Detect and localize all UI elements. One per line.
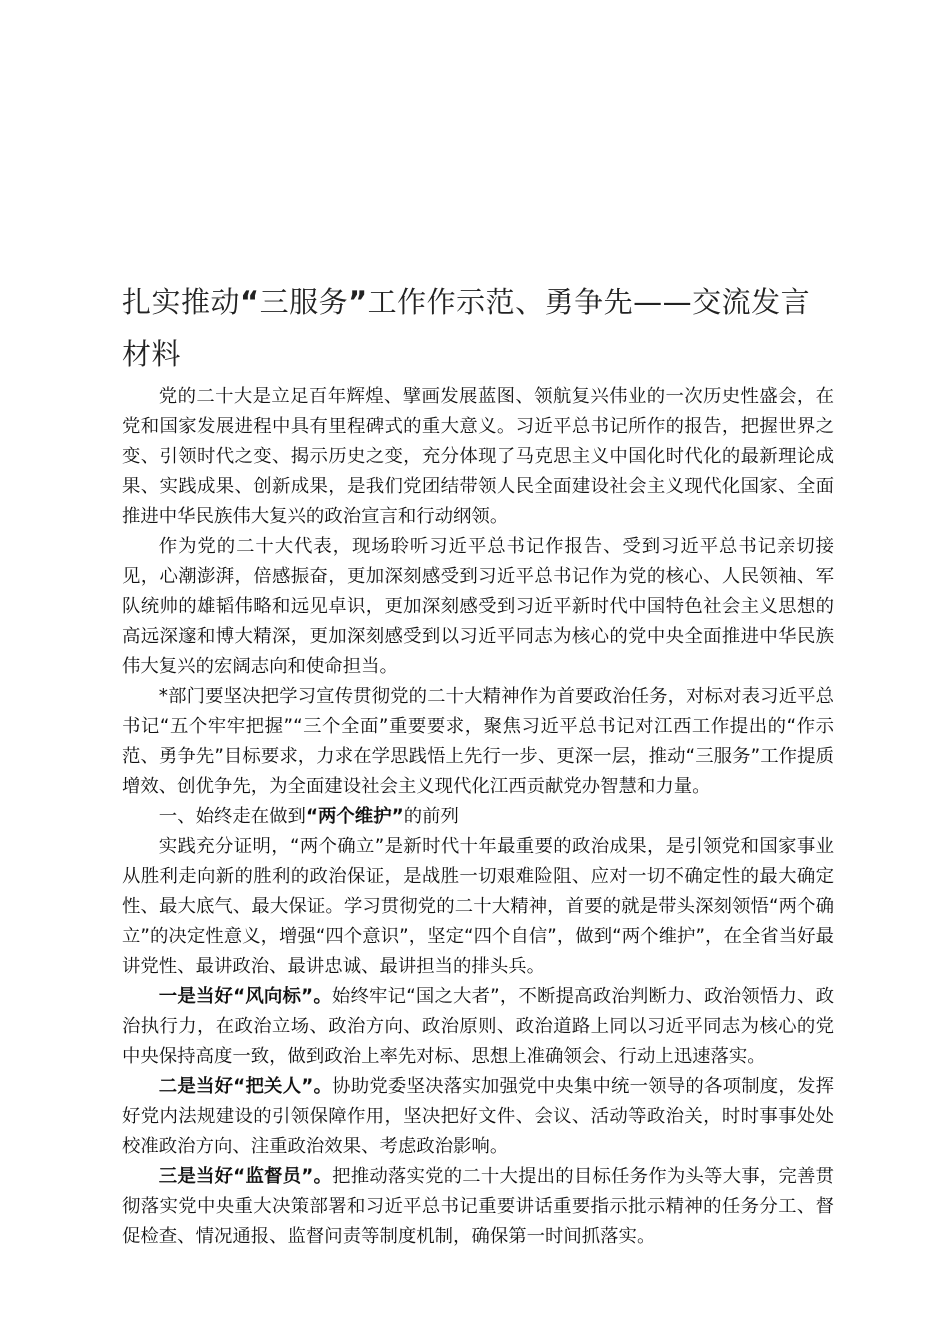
point-2-lead: 二是当好“把关人”。 [158, 1076, 333, 1097]
title-text-1: 扎实推动 [122, 285, 241, 319]
point-2-text: 协助党委坚决落实加强党中央集中统一领导的各项制度，发挥好党内法规建设的引领保障作用，坚决把好文件、会议、活动等政治关，时时事事处处校准政治方向、注重政治效果、考虑政治影响。 [122, 1076, 834, 1157]
point-3-text: 把推动落实党的二十大提出的目标任务作为头等大事，完善贯彻落实党中央重大决策部署和习近平总书记重要讲话重要指示批示精神的任务分工、督促检查、情况通报、监督问责等制度机制，确保第一时间抓落实。 [122, 1166, 834, 1247]
document-title [122, 276, 832, 380]
section-heading-text-2: 的前列 [403, 806, 459, 827]
paragraph-point-1 [122, 982, 834, 1072]
paragraph-point-2 [122, 1072, 834, 1162]
document-body [122, 382, 834, 1252]
paragraph-delegate: 作为党的二十大代表，现场聆听习近平总书记作报告、受到习近平总书记亲切接见，心潮澎湃，倍感振奋，更加深刻感受到习近平总书记作为党的核心、人民领袖、军队统帅的雄韬伟略和远见卓识，更加深刻感受到习近平新时代中国特色社会主义思想的高远深邃和博大精深，更加深刻感受到以习近平同志为核心的党中央全面推进中华民族伟大复兴的宏阔志向和使命担当。 [122, 536, 834, 677]
title-quote-close: ” [348, 285, 368, 319]
point-1-text: 始终牢记“国之大者”，不断提高政治判断力、政治领悟力、政治执行力，在政治立场、政治方向、政治原则、政治道路上同以习近平同志为核心的党中央保持高度一致，做到政治上率先对标、思想上准确领会、行动上迅速落实。 [122, 986, 834, 1067]
title-text-3: 工作作示范、勇争先——交流发言材料 [122, 285, 811, 371]
point-1-lead: 一是当好“风向标”。 [158, 986, 332, 1007]
title-text-2: 三服务 [259, 285, 349, 319]
point-3-lead: 三是当好“监督员”。 [158, 1166, 333, 1187]
section-heading-text-1: 一、始终走在做到 [158, 806, 306, 827]
paragraph-point-3 [122, 1162, 834, 1252]
paragraph-intro: 党的二十大是立足百年辉煌、擘画发展蓝图、领航复兴伟业的一次历史性盛会，在党和国家发展进程中具有里程碑式的重大意义。习近平总书记所作的报告，把握世界之变、引领时代之变、揭示历史之变，充分体现了马克思主义中国化时代化的最新理论成果、实践成果、创新成果，是我们党团结带领人民全面建设社会主义现代化国家、全面推进中华民族伟大复兴的政治宣言和行动纲领。 [122, 386, 834, 527]
paragraph-department: *部门要坚决把学习宣传贯彻党的二十大精神作为首要政治任务，对标对表习近平总书记“五个牢牢把握”“三个全面”重要要求，聚焦习近平总书记对江西工作提出的“作示范、勇争先”目标要求，力求在学思践悟上先行一步、更深一层，推动“三服务”工作提质增效、创优争先，为全面建设社会主义现代化江西贡献党办智慧和力量。 [122, 686, 834, 797]
paragraph-practice: 实践充分证明，“两个确立”是新时代十年最重要的政治成果，是引领党和国家事业从胜利走向新的胜利的政治保证，是战胜一切艰难险阻、应对一切不确定性的最大确定性、最大底气、最大保证。学习贯彻党的二十大精神，首要的就是带头深刻领悟“两个确立”的决定性意义，增强“四个意识”，坚定“四个自信”，做到“两个维护”，在全省当好最讲党性、最讲政治、最讲忠诚、最讲担当的排头兵。 [122, 836, 834, 977]
section-heading-1 [122, 802, 834, 832]
title-quote-open: “ [240, 285, 260, 319]
section-heading-bold: “两个维护” [305, 806, 404, 827]
